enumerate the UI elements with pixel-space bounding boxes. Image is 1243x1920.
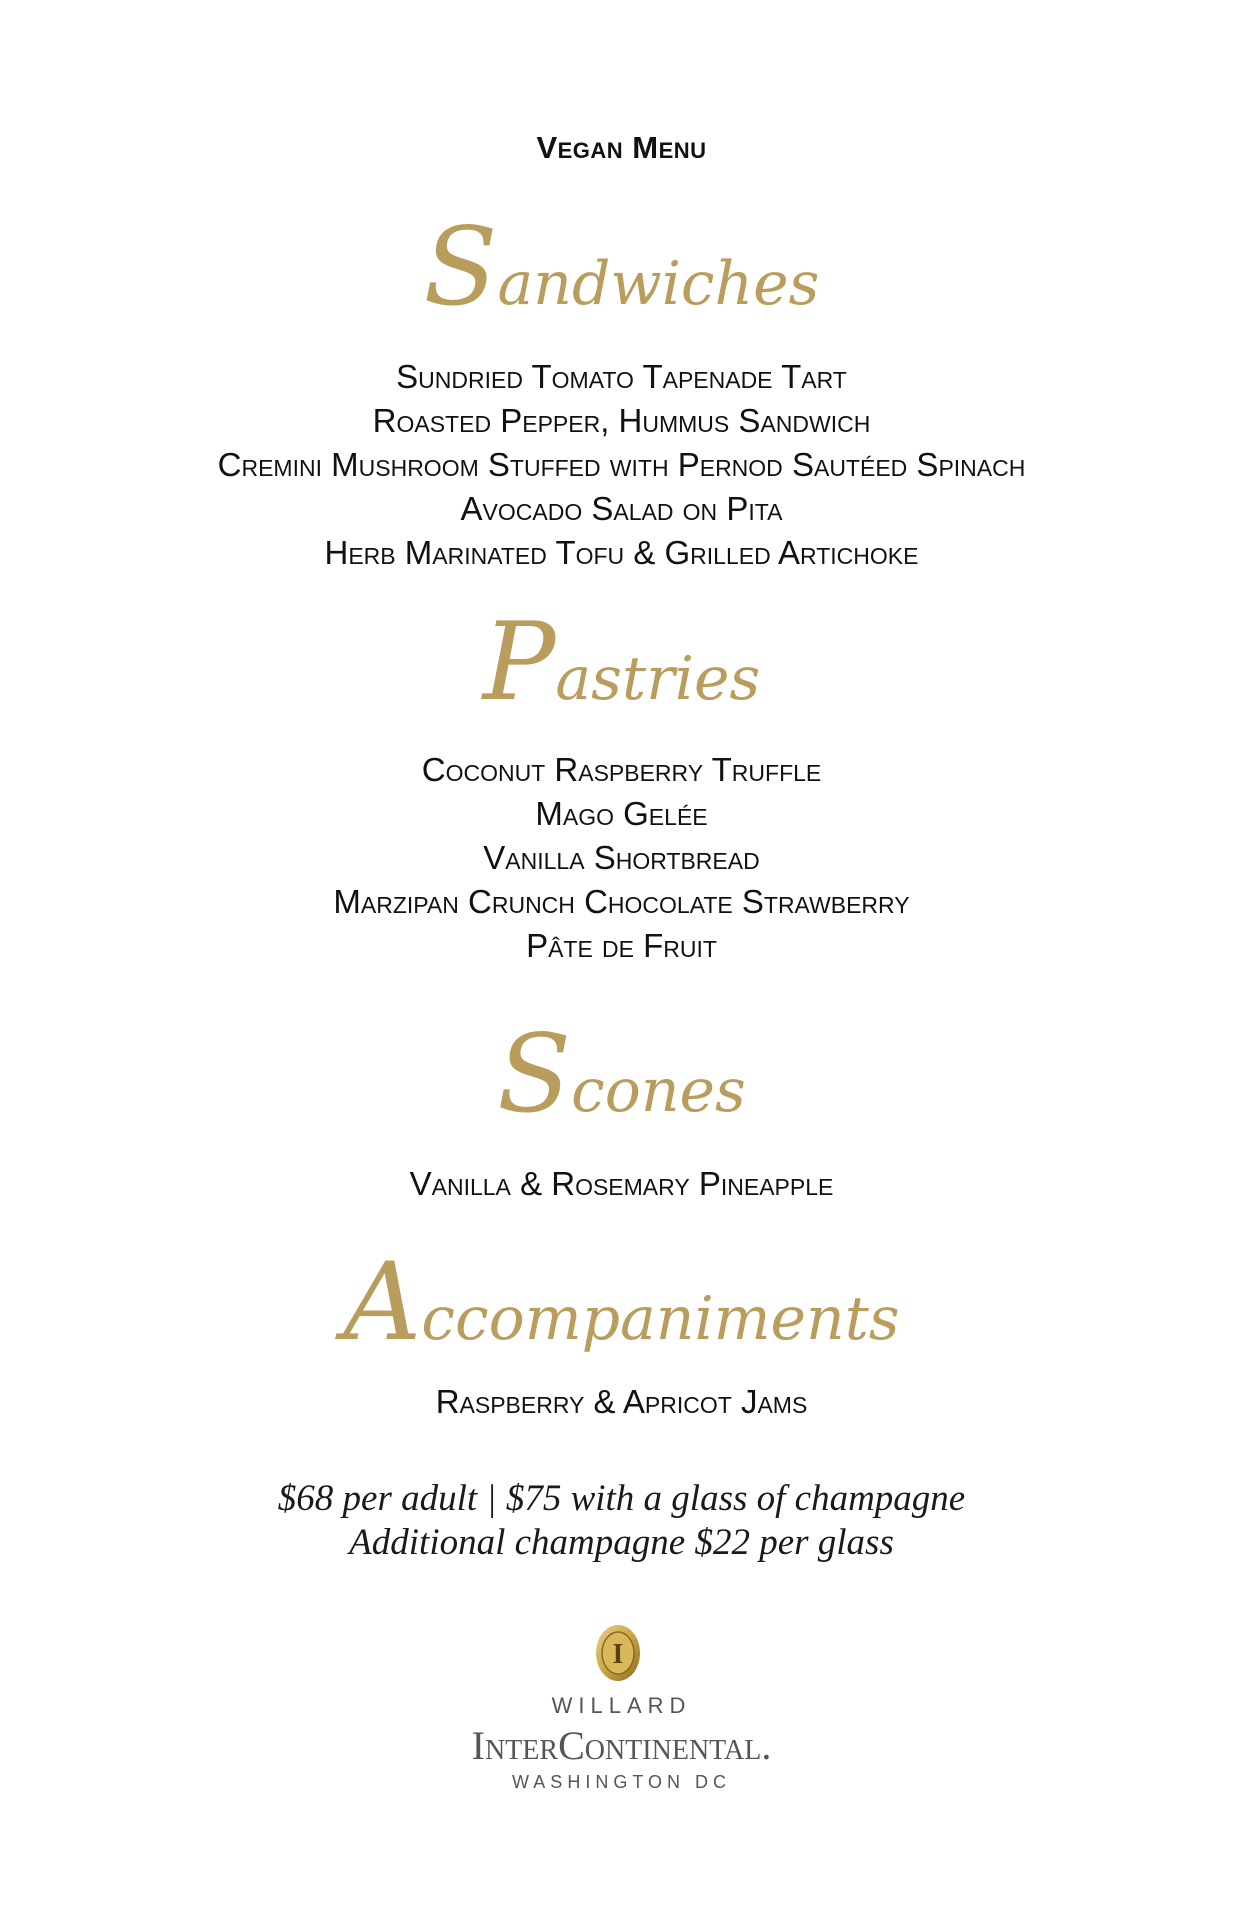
section-heading-scones (0, 1012, 1243, 1137)
section-heading-accompaniments (0, 1240, 1243, 1365)
section-items-sandwiches (0, 355, 1243, 575)
menu-title: Vegan Menu (536, 130, 707, 165)
section-heading-pastries (0, 600, 1243, 725)
badge-letter: I (612, 1639, 624, 1670)
section-heading-sandwiches (0, 205, 1243, 330)
pricing-block (0, 1477, 1243, 1565)
menu-item: Pâte de Fruit (526, 927, 717, 964)
heading-initial: A (343, 1240, 422, 1365)
menu-item: Marzipan Crunch Chocolate Strawberry (333, 883, 910, 920)
heading-rest: astries (555, 644, 761, 714)
menu-item: Vanilla & Rosemary Pineapple (409, 1165, 834, 1202)
logo-bottom-text: WASHINGTON DC (511, 1772, 731, 1792)
heading-rest: ccompaniments (421, 1284, 900, 1354)
heading-initial: S (423, 205, 498, 330)
menu-item: Coconut Raspberry Truffle (421, 751, 822, 788)
menu-item: Roasted Pepper, Hummus Sandwich (372, 402, 871, 439)
pricing-line: $68 per adult | $75 with a glass of champagne (277, 1478, 966, 1519)
menu-item: Mago Gelée (535, 795, 708, 832)
section-items-accompaniments (0, 1380, 1243, 1424)
heading-initial: P (482, 600, 556, 725)
logo-top-text: WILLARD (551, 1693, 692, 1718)
menu-item: Sundried Tomato Tapenade Tart (396, 358, 847, 395)
pricing-line: Additional champagne $22 per glass (349, 1522, 894, 1563)
menu-item: Herb Marinated Tofu & Grilled Artichoke (324, 534, 919, 571)
heading-rest: andwiches (497, 249, 820, 319)
section-items-scones (0, 1162, 1243, 1206)
heading-initial: S (497, 1012, 572, 1137)
menu-item: Vanilla Shortbread (483, 839, 760, 876)
hotel-logo-badge-icon (592, 1623, 644, 1683)
menu-item: Avocado Salad on Pita (460, 490, 783, 527)
section-items-pastries (0, 748, 1243, 968)
menu-item: Raspberry & Apricot Jams (435, 1383, 808, 1420)
menu-item: Cremini Mushroom Stuffed with Pernod Sautéed Spinach (217, 446, 1026, 483)
heading-rest: cones (571, 1056, 746, 1126)
logo-main-text: InterContinental. (471, 1723, 772, 1768)
